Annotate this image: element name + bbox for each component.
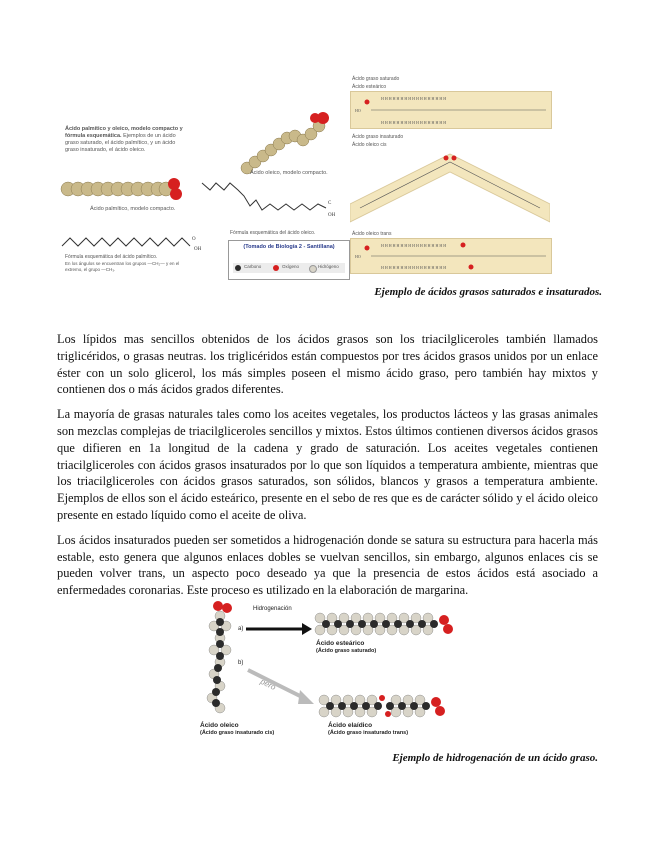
stearic-sub: (Ácido graso saturado) <box>316 648 377 654</box>
trans-structure <box>351 239 551 273</box>
oleic-formula-label: Fórmula esquemática del ácido oleico. <box>230 230 316 236</box>
carbon-legend-label: Carbono <box>244 264 262 269</box>
oleic-cis-label: Ácido oleico cis <box>352 142 387 148</box>
palmitic-compact-label: Ácido palmítico, modelo compacto. <box>90 206 176 212</box>
source-legend-box <box>228 240 350 280</box>
path-b-label: b) <box>238 660 244 666</box>
elaidic-model <box>316 694 456 718</box>
source-label: (Tomado de Biología 2 - Santillana) <box>243 244 335 250</box>
svg-text:HO: HO <box>355 108 361 113</box>
hydrogen-legend-label: Hidrógeno <box>318 264 339 269</box>
figure-fatty-acids <box>55 70 603 282</box>
svg-text:HO: HO <box>355 254 361 259</box>
path-a-label: a) <box>238 626 244 632</box>
svg-text:H H H H H H H H H H H H H H H: H H H H H H H H H H H H H H H H H <box>381 265 447 270</box>
oleic-cis-model <box>200 598 240 716</box>
svg-text:H H H H H H H H H H H H H H H: H H H H H H H H H H H H H H H H H <box>381 96 447 101</box>
oleic-sub: (Ácido graso insaturado cis) <box>200 730 275 736</box>
compact-model-title <box>65 126 185 154</box>
saturated-panel <box>350 91 552 129</box>
svg-text:OH: OH <box>194 247 202 252</box>
svg-text:H H H H H H H H H H H H H H H: H H H H H H H H H H H H H H H H H <box>381 243 447 248</box>
hydrogenation-arrow <box>246 622 312 636</box>
hydrogenation-label: Hidrogenación <box>253 606 292 612</box>
legend-row <box>233 263 345 273</box>
oleic-trans-label: Ácido oleico trans <box>352 231 392 237</box>
oleic-compact-label: Ácido oleico, modelo compacto. <box>250 170 328 176</box>
paragraph-1: Los lípidos mas sencillos obtenidos de los ácidos grasos son los triacilgliceroles también llamados triglicéridos, o grasas neutras. los triglicéridos están compuestos por tres ácidos grasos unidos por un enlace éster con un solo glicerol, los más simples poseen el mismo ácido graso, pero también hay mixtos y contienen dos o más ácidos grados diferentes. <box>57 332 598 397</box>
figure-hydrogenation <box>198 596 456 746</box>
svg-text:H H H H H H H H H H H H H H H: H H H H H H H H H H H H H H H H H <box>381 120 447 125</box>
cis-panel <box>350 148 550 224</box>
svg-text:C: C <box>328 201 332 206</box>
oxygen-legend-label: Oxígeno <box>282 264 300 269</box>
figure1-caption: Ejemplo de ácidos grasos saturados e insaturados. <box>374 286 602 298</box>
paragraph-3: Los ácidos insaturados pueden ser sometidos a hidrogenación donde se satura su estructura para hacerla más estable, esto genera que algunos enlaces dobles se vuelvan sencillos, sin embargo, algunos enlaces cis se pueden volver trans, un aspecto poco deseado ya que la presencia de estos ácidos está asociado a enfermedades coronarias. Este proceso es utilizado en la elaboración de margarina. <box>57 532 598 598</box>
svg-text:OH: OH <box>328 213 336 218</box>
pero-arrow <box>246 666 316 706</box>
figure2-caption: Ejemplo de hidrogenación de un ácido graso. <box>392 752 598 764</box>
unsaturated-header: Ácido graso insaturado <box>352 134 404 140</box>
angle-note: En los ángulos se encuentran los grupos —CH₂— y en el extremo, el grupo —CH₃. <box>65 261 180 272</box>
trans-panel <box>350 238 552 274</box>
compact-desc-text: Ejemplos de un ácido graso saturado, el ácido palmítico, y un ácido graso insaturado, el ácido oleico. <box>65 133 176 153</box>
oleic-name: Ácido oleico <box>200 722 239 729</box>
compact-title-text: Ácido palmítico y oleico, modelo compacto y fórmula esquemática. <box>65 126 183 139</box>
body-text <box>57 331 598 607</box>
pero-label: pero <box>258 676 278 693</box>
palmitic-formula <box>60 228 210 256</box>
svg-text:O: O <box>192 237 196 242</box>
oxygen-legend-dot <box>273 265 279 271</box>
palmitic-formula-label: Fórmula esquemática del ácido palmítico. <box>65 254 158 260</box>
stearic-name: Ácido esteárico <box>316 640 365 647</box>
palmitic-compact-model <box>60 174 185 204</box>
oleic-formula <box>200 178 340 228</box>
elaidic-sub: (Ácido graso insaturado trans) <box>328 730 409 736</box>
stearic-structure <box>351 92 551 128</box>
stearic-label: Ácido esteárico <box>352 84 387 90</box>
carbon-legend-dot <box>235 265 241 271</box>
paragraph-2: La mayoría de grasas naturales tales como los aceites vegetales, los productos lácteos y las grasas animales son mezclas complejas de triacilgliceroles sencillos y mixtos. Estos últimos contienen diversos ácidos grasos que difieren en 1a longitud de la cadena y grado de saturación. Los aceites vegetales contienen triacilgliceroles con ácidos grasos insaturados por lo que son líquidos a temperatura ambiente, mientras que los triacilgliceroles con ácidos grasos saturados, son sólidos, blancos y grasos a temperatura ambiente. Ejemplos de ellos son el ácido esteárico, presente en el sebo de res que es de carácter sólido y el ácido oleico presente en estado líquido como el aceite de oliva. <box>57 407 598 522</box>
hydrogen-legend-dot <box>309 265 317 273</box>
saturated-header: Ácido graso saturado <box>352 76 400 82</box>
elaidic-name: Ácido elaídico <box>328 722 373 729</box>
stearic-model <box>312 612 456 636</box>
